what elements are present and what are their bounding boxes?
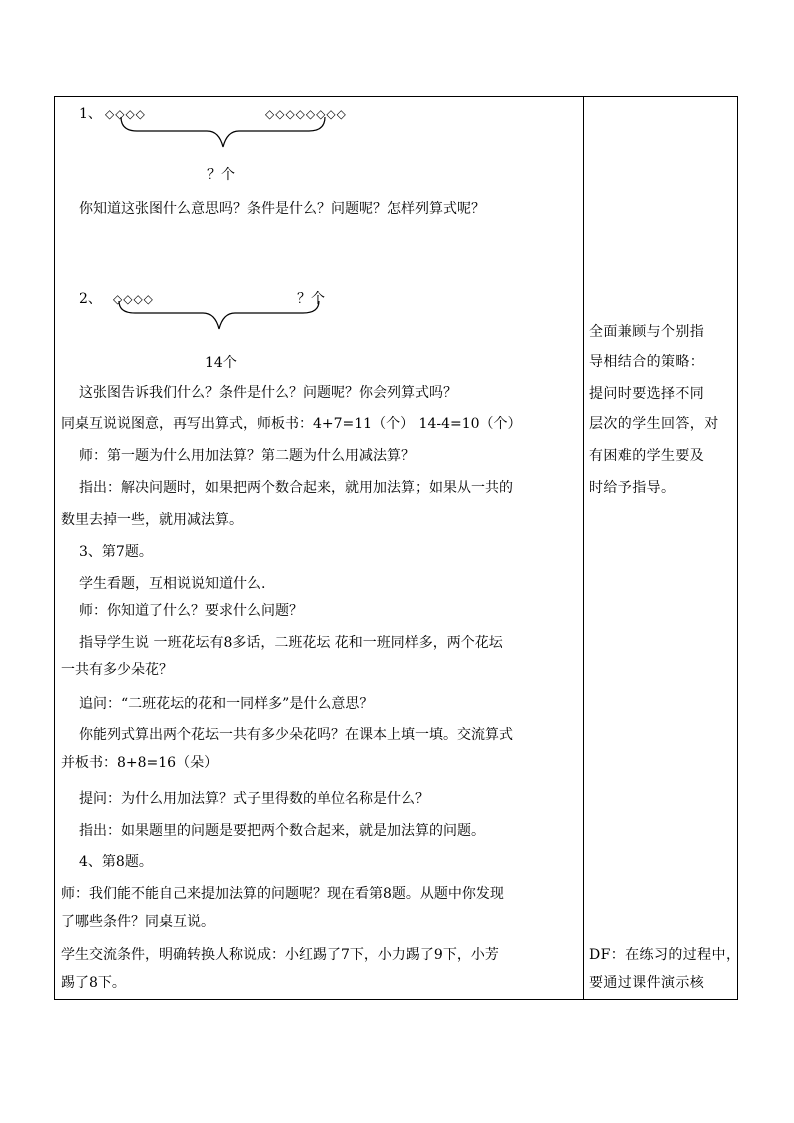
q2-brace (117, 301, 327, 341)
text-line: 数里去掉一些，就用减法算。 (61, 512, 243, 528)
q1-brace (119, 117, 329, 157)
note-line: 导相结合的策略： (589, 354, 705, 370)
text-line: 指导学生说 一班花坛有8多话，二班花坛 花和一班同样多，两个花坛 (79, 635, 503, 651)
text-line: 你能列式算出两个花坛一共有多少朵花吗？在课本上填一填。交流算式 (79, 727, 513, 743)
text-line: 3、第7题。 (79, 544, 153, 560)
text-line: 师：我们能不能自己来提加法算的问题呢？现在看第8题。从题中你发现 (61, 886, 504, 902)
text-line: 4、第8题。 (79, 854, 153, 870)
q2-number: 2、 (79, 291, 102, 307)
text-line: 提问：为什么用加法算？式子里得数的单位名称是什么？ (79, 791, 429, 807)
q2-question: 这张图告诉我们什么？条件是什么？问题呢？你会列算式吗？ (79, 385, 457, 401)
q2-total-label: 14个 (205, 355, 237, 371)
text-line: 学生交流条件，明确转换人称说成：小红踢了7下，小力踢了9下，小芳 (61, 947, 499, 963)
q1-diamonds-right: ◇◇◇◇◇◇◇◇ (265, 107, 347, 121)
text-line: 指出：如果题里的问题是要把两个数合起来，就是加法算的问题。 (79, 823, 485, 839)
q2-unknown-label: ？个 (297, 291, 325, 307)
lesson-table (54, 96, 741, 1000)
text-line: 指出：解决问题时，如果把两个数合起来，就用加法算；如果从一共的 (79, 480, 513, 496)
text-line: 了哪些条件？同桌互说。 (61, 914, 215, 930)
text-line: 学生看题，互相说说知道什么. (79, 576, 266, 592)
text-line: 一共有多少朵花？ (61, 662, 173, 678)
text-line: 师：你知道了什么？要求什么问题？ (79, 603, 303, 619)
note-line: 层次的学生回答，对 (589, 416, 719, 432)
column-divider (583, 97, 584, 999)
text-line: 师：第一题为什么用加法算？第二题为什么用减法算？ (79, 448, 415, 464)
text-line: 踢了8下。 (61, 975, 126, 991)
note-line: 要通过课件演示核 (589, 975, 705, 991)
note-line: 时给予指导。 (589, 480, 676, 496)
note-line: 全面兼顾与个别指 (589, 324, 705, 340)
q1-question: 你知道这张图什么意思吗？条件是什么？问题呢？怎样列算式呢？ (79, 201, 485, 217)
note-line: DF：在练习的过程中， (589, 947, 741, 963)
q1-number: 1、 (79, 106, 102, 122)
text-line: 并板书：8+8=16（朵） (61, 755, 219, 771)
q1-diamonds-left: ◇◇◇◇ (105, 107, 146, 121)
q2-diamonds: ◇◇◇◇ (113, 292, 154, 306)
note-line: 提问时要选择不同 (589, 386, 705, 402)
text-line: 追问：“二班花坛的花和一同样多”是什么意思？ (79, 696, 374, 712)
text-line: 同桌互说说图意，再写出算式，师板书：4+7=11（个） 14-4=10（个） (61, 416, 522, 432)
q1-total-label: ？个 (207, 167, 235, 183)
note-line: 有困难的学生要及 (589, 448, 705, 464)
